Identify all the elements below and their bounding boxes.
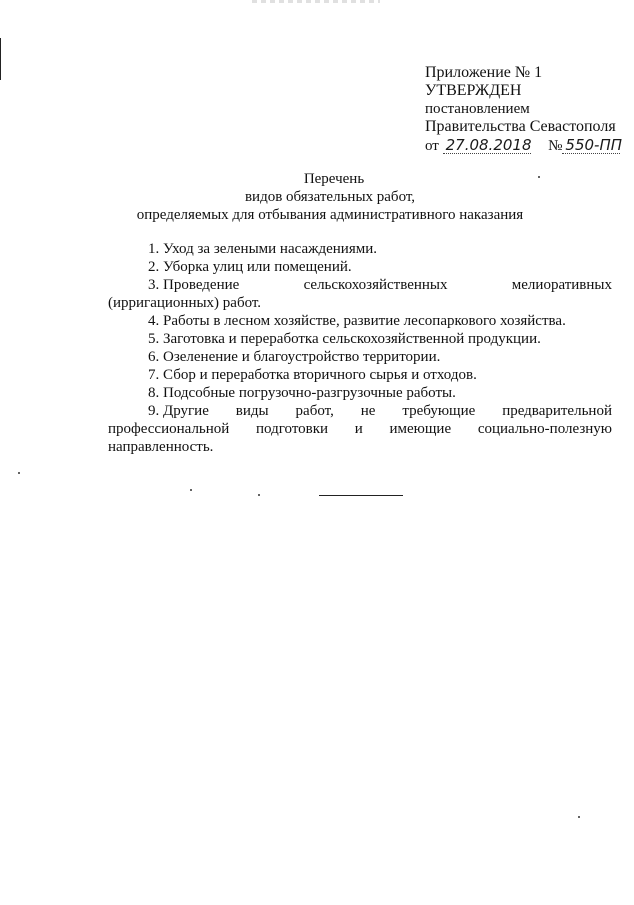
- list-continuation: направленность.: [108, 439, 214, 455]
- list-item: 1. Уход за зелеными насаждениями.: [148, 241, 377, 257]
- list-item: 6. Озеленение и благоустройство территории.: [148, 349, 441, 365]
- list-word: виды: [235, 403, 269, 419]
- scan-speck: [190, 489, 192, 491]
- list-word: требующие: [402, 403, 476, 419]
- list-word: не: [360, 403, 376, 419]
- list-item: 5. Заготовка и переработка сельскохозяйственной продукции.: [148, 331, 541, 347]
- title-line-3: определяемых для отбывания административного наказания: [136, 207, 524, 223]
- date-prefix: от: [425, 138, 439, 154]
- list-item: 7. Сбор и переработка вторичного сырья и отходов.: [148, 367, 477, 383]
- list-item: 2. Уборка улиц или помещений.: [148, 259, 352, 275]
- work-types-list: [108, 240, 612, 456]
- title-line-2: видов обязательных работ,: [244, 189, 416, 205]
- list-word: профессиональной: [108, 421, 230, 437]
- justified-line: [108, 420, 612, 438]
- list-word: имеющие: [389, 421, 452, 437]
- list-item: 4. Работы в лесном хозяйстве, развитие лесопаркового хозяйства.: [148, 313, 566, 329]
- end-of-document-rule: [319, 495, 403, 496]
- handwritten-date: 27.08.2018: [443, 137, 531, 154]
- list-word: 3. Проведение: [148, 277, 240, 293]
- scan-speck: [258, 494, 260, 496]
- list-item: [108, 402, 612, 456]
- government-label: Правительства Севастополя: [425, 118, 616, 135]
- scan-edge-mark: [0, 38, 1, 80]
- list-word: сельскохозяйственных: [303, 277, 448, 293]
- approved-label: УТВЕРЖДЕН: [425, 82, 522, 99]
- scan-artifact: [252, 0, 380, 3]
- list-word: предварительной: [502, 403, 612, 419]
- number-prefix: №: [548, 138, 563, 154]
- list-item: 8. Подсобные погрузочно-разгрузочные работы.: [148, 385, 456, 401]
- list-word: социально-полезную: [477, 421, 612, 437]
- document-title: [100, 170, 560, 224]
- list-item: [108, 276, 612, 312]
- handwritten-number: 550-ПП: [562, 137, 620, 154]
- justified-line: [0, 276, 612, 294]
- list-word: работ,: [295, 403, 334, 419]
- list-word: мелиоративных: [511, 277, 612, 293]
- date-number-row: [425, 137, 630, 159]
- scan-speck: [18, 472, 20, 474]
- list-word: и: [354, 421, 363, 437]
- title-line-1: Перечень: [303, 171, 365, 187]
- scan-speck: [578, 816, 580, 818]
- approval-block: [425, 64, 630, 159]
- appendix-label: Приложение № 1: [425, 64, 543, 81]
- scan-speck: [538, 176, 540, 178]
- list-continuation: (ирригационных) работ.: [108, 295, 262, 311]
- list-word: 9. Другие: [148, 403, 209, 419]
- justified-line: [0, 402, 612, 420]
- list-word: подготовки: [256, 421, 329, 437]
- resolution-label: постановлением: [425, 101, 530, 117]
